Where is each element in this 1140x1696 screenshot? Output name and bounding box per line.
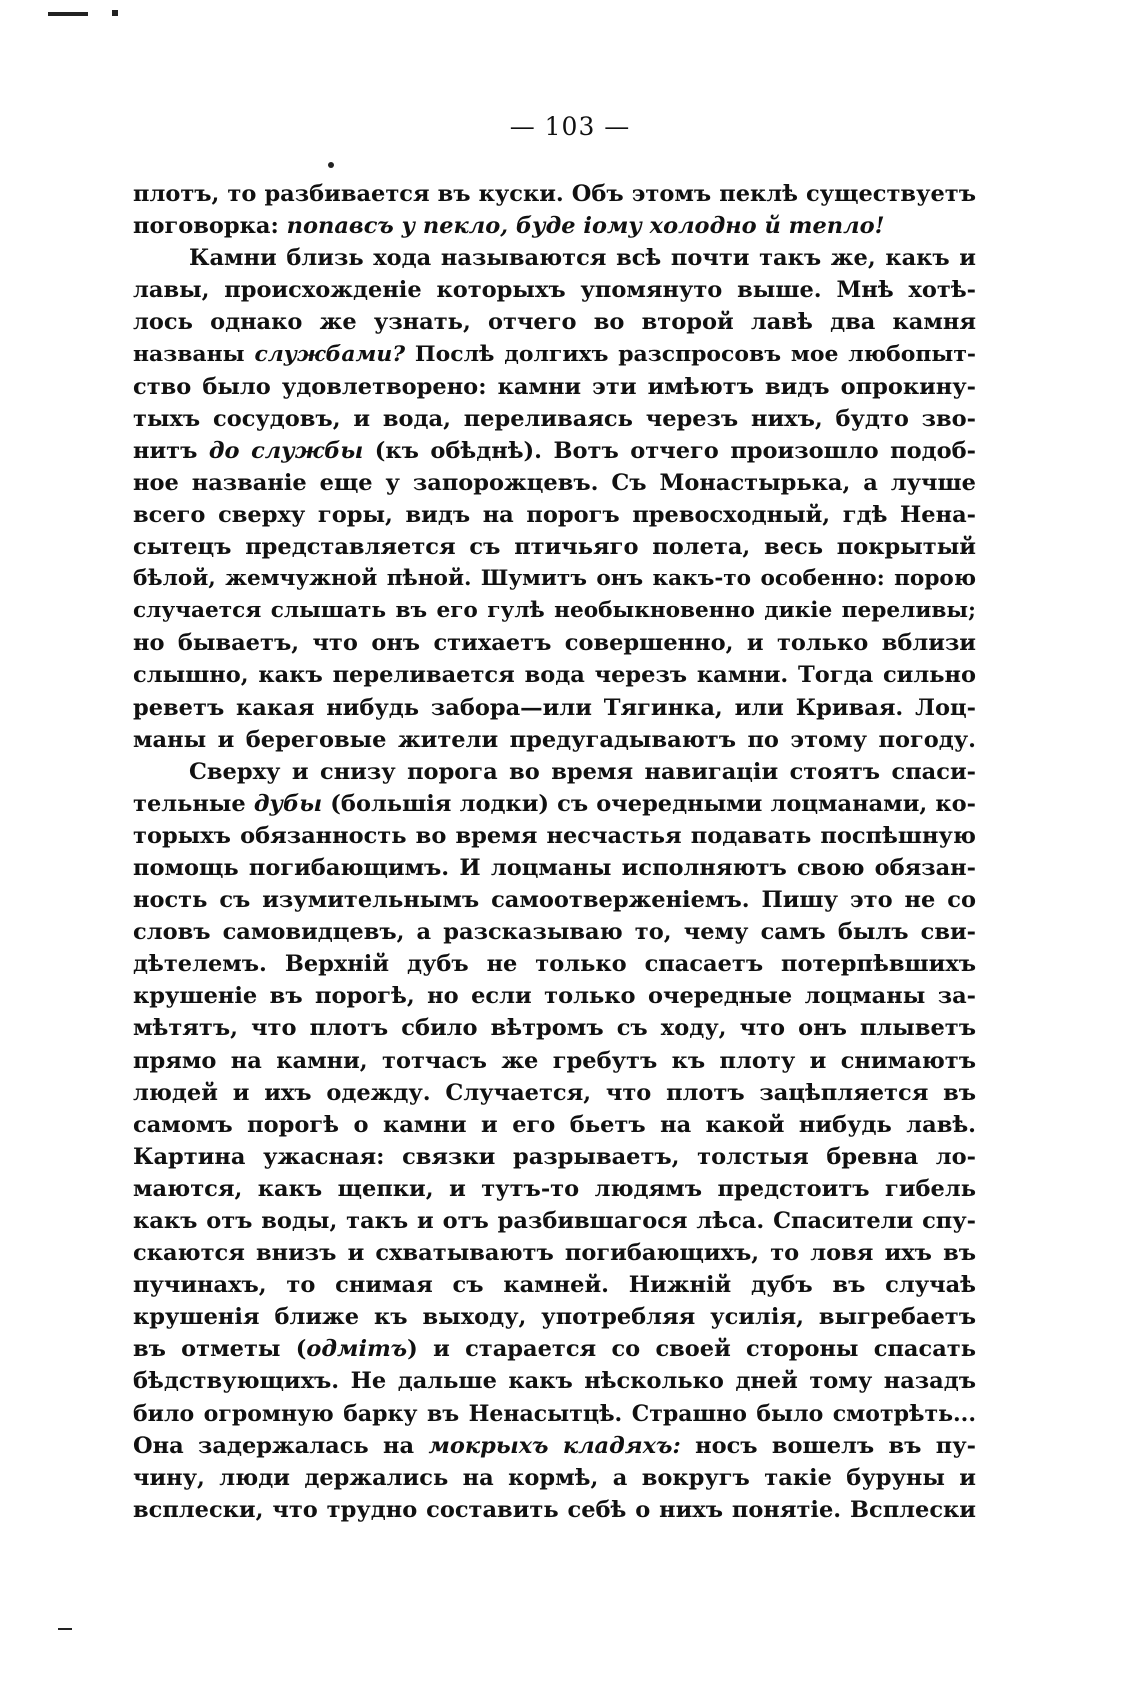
scan-speck	[48, 12, 88, 16]
italic-text: мокрыхъ кладяхъ:	[428, 1432, 681, 1459]
text-segment: крушенія ближе къ выходу, употребляя усилія, выгребаетъ	[133, 1304, 976, 1331]
text-line	[133, 692, 976, 724]
text-segment: ное названіе еще у запорожцевъ. Съ Монастырька, а лучше	[133, 469, 976, 496]
text-line	[133, 467, 976, 499]
text-segment: тыхъ сосудовъ, и вода, переливаясь черезъ нихъ, будто зво-	[133, 405, 976, 432]
text-segment: маны и береговые жители предугадываютъ по этому погоду.	[133, 726, 976, 753]
text-segment: чину, люди держались на кормѣ, а вокругъ такіе буруны и	[133, 1464, 976, 1491]
text-segment: крушеніе въ порогѣ, но если только очередные лоцманы за-	[133, 983, 976, 1010]
text-line	[133, 916, 976, 948]
text-segment: Картина ужасная: связки разрываетъ, толстыя бревна ло-	[133, 1143, 976, 1170]
text-segment: мѣтятъ, что плотъ сбило вѣтромъ съ ходу, что онъ плыветъ	[133, 1015, 976, 1042]
text-segment: ) и старается со своей стороны спасать	[407, 1336, 976, 1363]
text-segment: сытецъ представляется съ птичьяго полета, весь покрытый	[133, 534, 976, 561]
text-segment: помощь погибающимъ. И лоцманы исполняютъ свою обязан-	[133, 854, 976, 881]
text-line	[133, 499, 976, 531]
text-line	[133, 306, 976, 338]
text-segment: маются, какъ щепки, и тутъ-то людямъ предстоитъ гибель	[133, 1175, 976, 1202]
text-line	[133, 210, 976, 242]
text-line	[133, 1045, 976, 1077]
text-segment: било огромную барку въ Ненасытцѣ. Страшно было смотрѣть...	[133, 1400, 976, 1427]
text-segment: названы	[133, 341, 255, 368]
text-line	[133, 1012, 976, 1044]
text-segment: ство было удовлетворено: камни эти имѣютъ видъ опрокину-	[133, 373, 976, 400]
text-segment: какъ отъ воды, такъ и отъ разбившагося лѣса. Спасители спу-	[133, 1208, 976, 1234]
scan-speck	[58, 1628, 72, 1630]
text-segment: Послѣ долгихъ разспросовъ мое любопыт-	[405, 341, 976, 368]
text-segment: реветъ какая нибудь забора—или Тягинка, или Кривая. Лоц-	[133, 694, 976, 721]
text-segment: тельные	[133, 790, 254, 817]
text-line	[133, 1141, 976, 1173]
body-text	[133, 178, 976, 1526]
text-line	[133, 274, 976, 306]
text-segment: но бываетъ, что онъ стихаетъ совершенно, и только вблизи	[133, 630, 976, 657]
text-segment: бѣдствующихъ. Не дальше какъ нѣсколько дней тому назадъ	[133, 1368, 976, 1395]
text-line	[133, 563, 976, 595]
text-segment: Сверху и снизу порога во время навигаціи стоятъ спаси-	[189, 758, 976, 785]
text-line	[133, 1205, 976, 1237]
scan-speck	[112, 10, 118, 16]
text-line	[133, 242, 976, 274]
text-segment: лось однако же узнать, отчего во второй лавѣ два камня	[133, 309, 976, 336]
italic-text: одмітъ	[306, 1336, 408, 1363]
text-line	[133, 1430, 976, 1462]
italic-text: до службы	[208, 437, 364, 464]
text-line	[133, 1269, 976, 1301]
scan-speck	[328, 162, 334, 168]
text-line	[133, 980, 976, 1012]
text-segment: всплески, что трудно составить себѣ о нихъ понятіе. Всплески	[133, 1496, 976, 1523]
text-line	[133, 1398, 976, 1430]
text-line	[133, 820, 976, 852]
text-line	[133, 852, 976, 884]
text-segment: словъ самовидцевъ, а разсказываю то, чему самъ былъ сви-	[133, 919, 976, 946]
text-line	[133, 338, 976, 370]
text-segment: случается слышать въ его гулѣ необыкновенно дикіе переливы;	[133, 598, 976, 624]
text-line	[133, 884, 976, 916]
text-segment: дѣтелемъ. Верхній дубъ не только спасаетъ потерпѣвшихъ	[133, 951, 976, 978]
text-line	[133, 1077, 976, 1109]
text-line	[133, 627, 976, 659]
text-line	[133, 371, 976, 403]
text-line	[133, 659, 976, 691]
text-segment: (большія лодки) съ очередными лоцманами, ко-	[322, 790, 976, 817]
text-line	[133, 435, 976, 467]
text-segment: ность съ изумительнымъ самоотверженіемъ. Пишу это не со	[133, 887, 976, 914]
text-line	[133, 1237, 976, 1269]
text-line	[133, 1462, 976, 1494]
text-segment: Она задержалась на	[133, 1432, 429, 1459]
text-line	[133, 595, 976, 627]
text-line	[133, 1173, 976, 1205]
text-segment: въ отметы (	[133, 1336, 307, 1363]
text-line	[133, 724, 976, 756]
text-segment: слышно, какъ переливается вода черезъ камни. Тогда сильно	[133, 662, 976, 689]
text-segment: самомъ порогѣ о камни и его бьетъ на какой нибудь лавѣ.	[133, 1111, 976, 1138]
text-line	[133, 1301, 976, 1333]
text-segment: нитъ	[133, 437, 209, 464]
text-line	[133, 788, 976, 820]
text-segment: прямо на камни, тотчасъ же гребутъ къ плоту и снимаютъ	[133, 1047, 976, 1074]
text-segment: носъ вошелъ въ пу-	[680, 1432, 976, 1459]
text-line	[133, 948, 976, 980]
text-segment: людей и ихъ одежду. Случается, что плотъ зацѣпляется въ	[133, 1079, 976, 1106]
text-segment: плотъ, то разбивается въ куски. Объ этомъ пеклѣ существуетъ	[133, 181, 976, 207]
text-line	[133, 178, 976, 210]
text-segment: (къ обѣднѣ). Вотъ отчего произошло подоб-	[363, 437, 976, 464]
italic-text: попавсъ у пекло, буде іому холодно й тепло!	[286, 213, 885, 240]
text-segment: бѣлой, жемчужной пѣной. Шумитъ онъ какъ-то особенно: порою	[133, 566, 976, 592]
text-line	[133, 1333, 976, 1365]
text-line	[133, 531, 976, 563]
text-segment: лавы, происхожденіе которыхъ упомянуто выше. Мнѣ хотѣ-	[133, 277, 976, 304]
text-segment: пучинахъ, то снимая съ камней. Нижній дубъ въ случаѣ	[133, 1272, 976, 1299]
page-number: — 103 —	[509, 112, 631, 141]
text-segment: торыхъ обязанность во время несчастья подавать поспѣшную	[133, 822, 976, 849]
text-line	[133, 1494, 976, 1526]
text-line	[133, 756, 976, 788]
text-line	[133, 403, 976, 435]
text-line	[133, 1109, 976, 1141]
italic-text: службами?	[254, 341, 406, 368]
text-line	[133, 1365, 976, 1397]
text-segment: поговорка:	[133, 213, 287, 240]
text-segment: всего сверху горы, видъ на порогъ превосходный, гдѣ Нена-	[133, 501, 976, 528]
text-segment: скаются внизъ и схватываютъ погибающихъ, то ловя ихъ въ	[133, 1240, 976, 1267]
text-segment: Камни близь хода называются всѣ почти такъ же, какъ и	[189, 245, 976, 272]
italic-text: дубы	[253, 790, 323, 817]
